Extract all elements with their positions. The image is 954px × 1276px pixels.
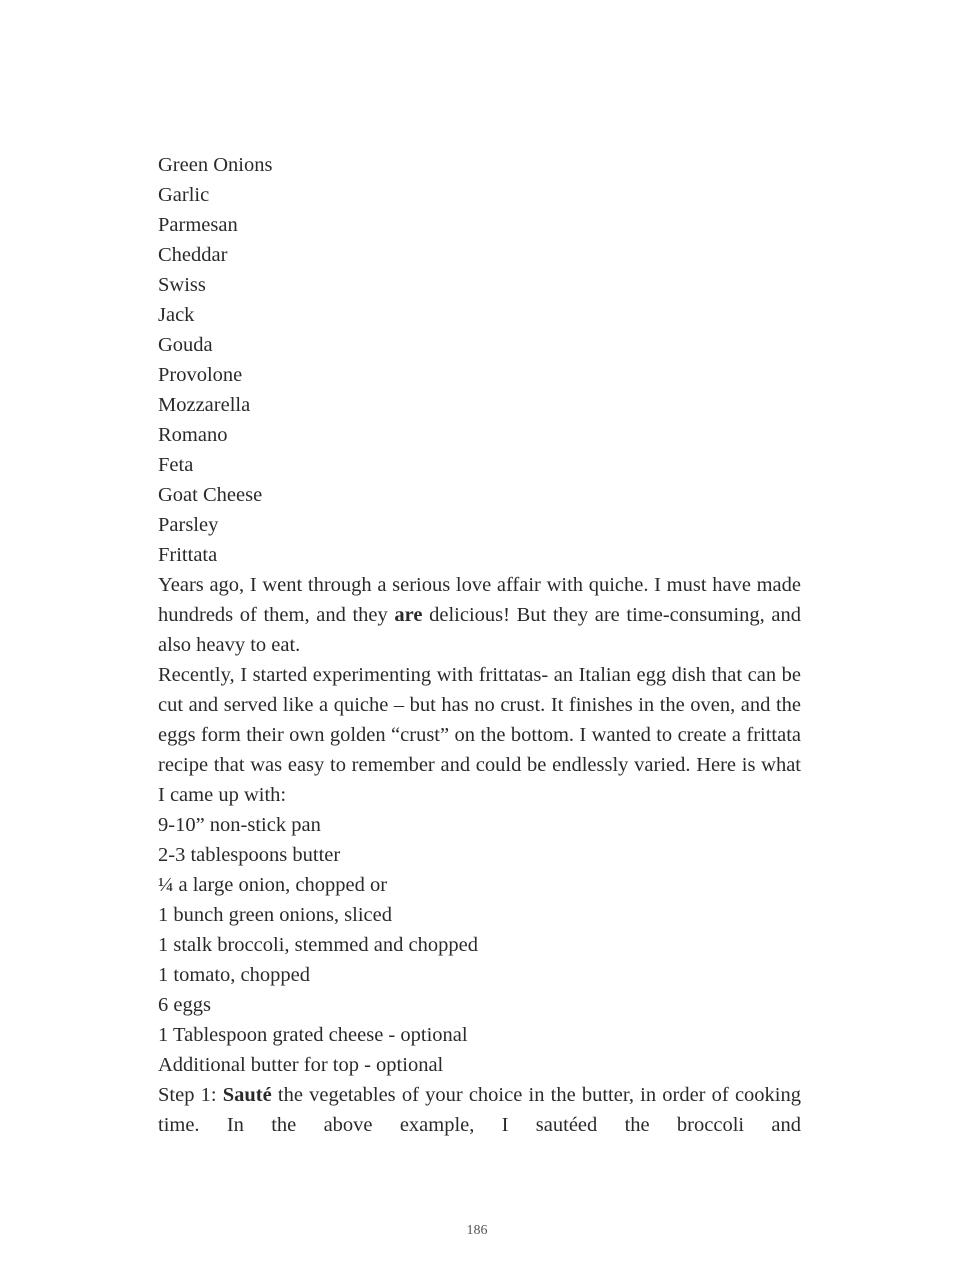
- list-item: Cheddar: [158, 244, 228, 266]
- list-item: Mozzarella: [158, 394, 251, 416]
- intro-paragraph: [158, 570, 801, 660]
- step-1-label: Step 1:: [158, 1084, 223, 1106]
- list-item: Provolone: [158, 364, 243, 386]
- section-title: Frittata: [158, 544, 218, 566]
- intro-emphasis: are: [394, 604, 423, 626]
- step-1-text: the vegetables of your choice in the butter, in order of cooking time. In the above example, I sautéed the broccoli and: [158, 1084, 801, 1136]
- ingredient-item: 6 eggs: [158, 994, 211, 1016]
- step-1-paragraph: [158, 1080, 801, 1140]
- step-1-emphasis: Sauté: [222, 1084, 272, 1106]
- list-item: Green Onions: [158, 154, 273, 176]
- list-item: Gouda: [158, 334, 213, 356]
- list-item: Garlic: [158, 184, 210, 206]
- intro-text-end: delicious! But they are time-consuming, and also heavy to eat.: [158, 604, 801, 656]
- list-item: Feta: [158, 454, 194, 476]
- ingredient-item: 1 tomato, chopped: [158, 964, 311, 986]
- ingredient-item: 1 stalk broccoli, stemmed and chopped: [158, 934, 478, 956]
- ingredient-item: 9-10” non-stick pan: [158, 814, 321, 836]
- ingredient-item: ¼ a large onion, chopped or: [158, 874, 388, 896]
- ingredient-item: 1 bunch green onions, sliced: [158, 904, 392, 926]
- list-item: Parsley: [158, 514, 219, 536]
- list-item: Romano: [158, 424, 228, 446]
- list-item: Goat Cheese: [158, 484, 263, 506]
- ingredients-list: [158, 810, 801, 1080]
- page-content: [158, 150, 801, 1140]
- ingredient-variations-list: [158, 150, 801, 540]
- ingredient-item: Additional butter for top - optional: [158, 1054, 444, 1076]
- page-number: 186: [466, 1223, 488, 1238]
- intro-text-start: Years ago, I went through a serious love affair with quiche. I must have made hundreds of them, and they: [158, 574, 801, 626]
- list-item: Swiss: [158, 274, 206, 296]
- list-item: Parmesan: [158, 214, 238, 236]
- ingredient-item: 2-3 tablespoons butter: [158, 844, 341, 866]
- ingredient-item: 1 Tablespoon grated cheese - optional: [158, 1024, 468, 1046]
- frittata-paragraph: Recently, I started experimenting with frittatas- an Italian egg dish that can be cut and served like a quiche – but has no crust. It finishes in the oven, and the eggs form their own golden “crust” on the bottom. I wanted to create a frittata recipe that was easy to remember and could be endlessly varied. Here is what I came up with:: [158, 664, 801, 806]
- list-item: Jack: [158, 304, 195, 326]
